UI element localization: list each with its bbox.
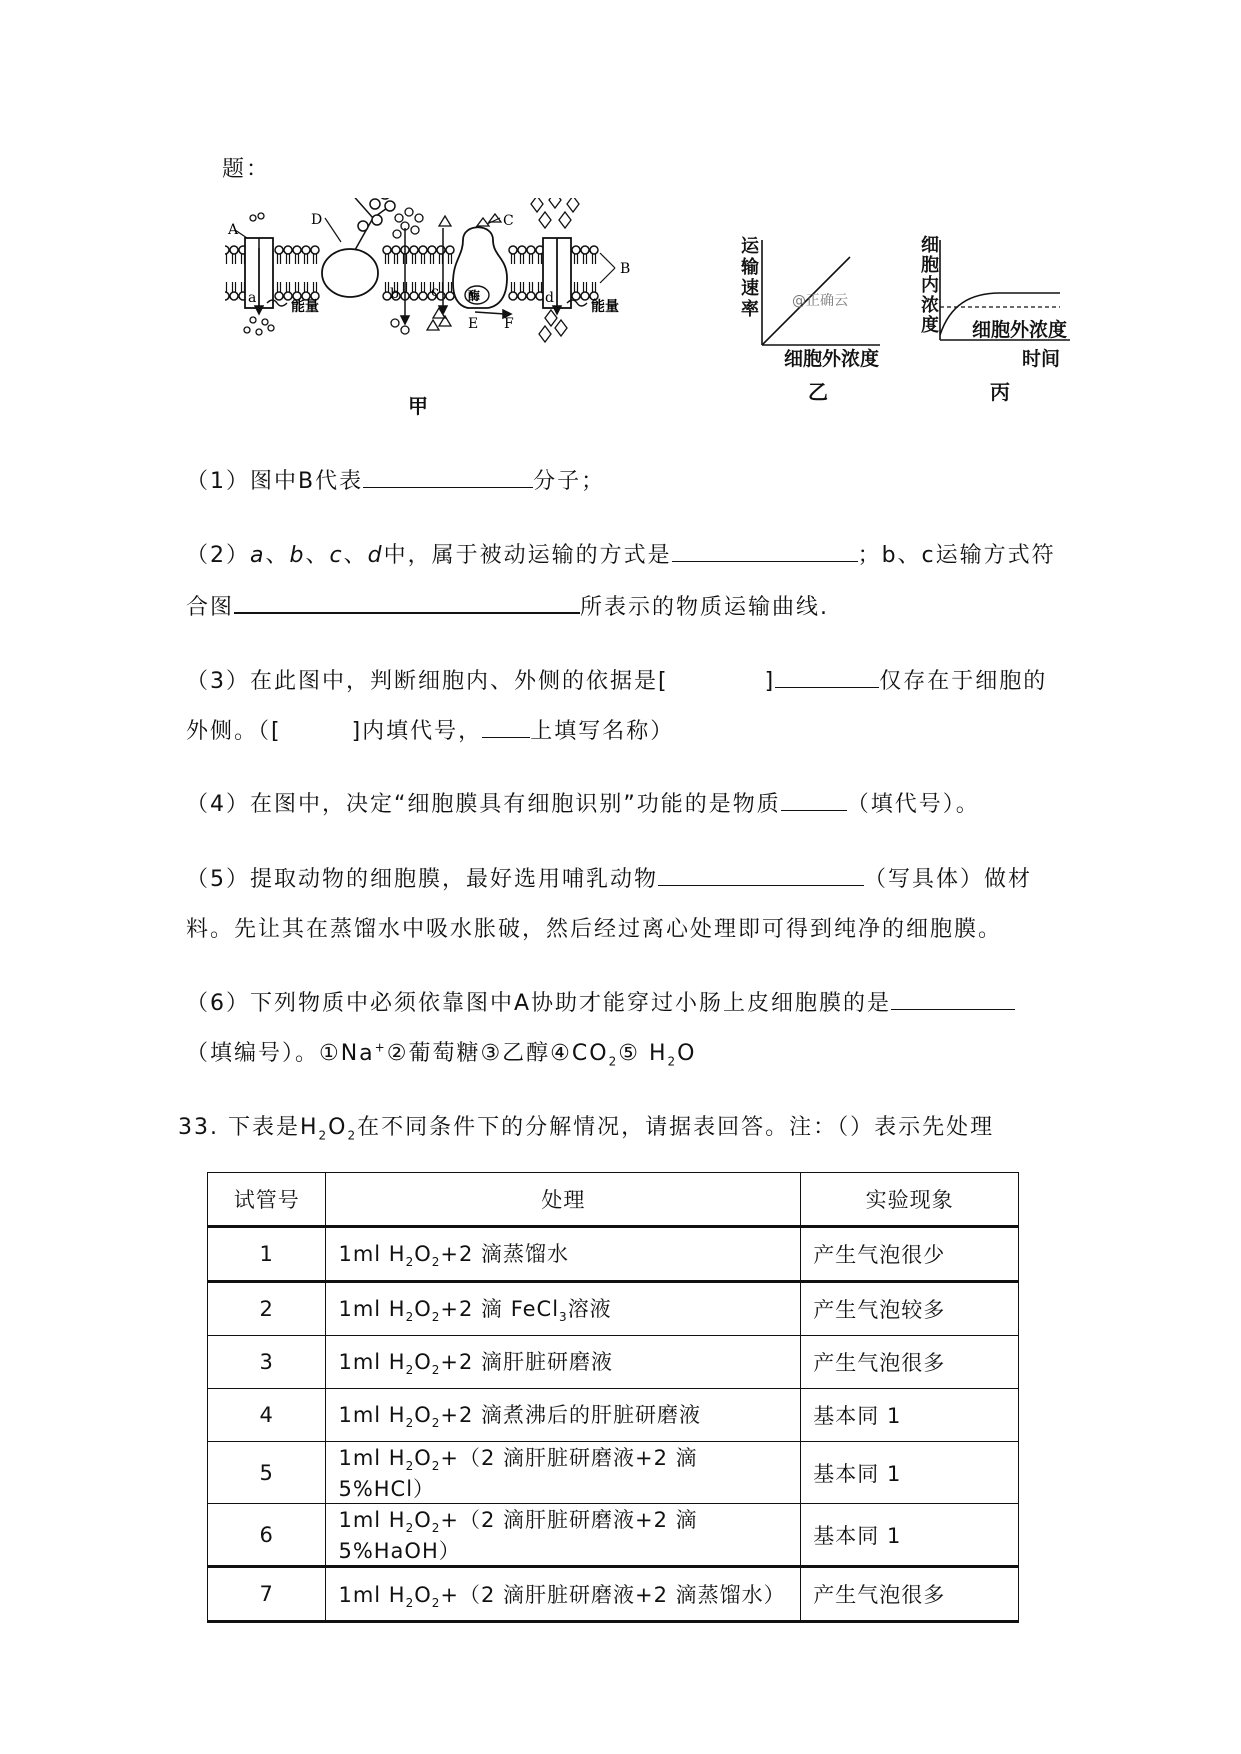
question-33 <box>178 1110 994 1142</box>
q33-mid: O <box>328 1115 348 1140</box>
treatment: 1ml $H_2O_2+(2$ 滴肝脏研磨液+2 滴 5%HaOH） <box>326 1504 801 1567</box>
lipid-head <box>572 246 580 264</box>
table-row <box>208 1227 1019 1282</box>
lipid-head <box>581 282 589 300</box>
chart-yi-ylabel: 运输速率 <box>741 236 759 320</box>
treatment: 1ml $H_2O_2+2$ 滴 FeCl$_3$溶液 <box>326 1282 801 1336</box>
tube-number: 2 <box>208 1282 326 1336</box>
tube-number: 3 <box>208 1336 326 1389</box>
table-row <box>208 1389 1019 1442</box>
label-d-arrow: d <box>545 290 554 306</box>
lipid-head <box>230 246 238 264</box>
table-header-row <box>208 1173 1019 1227</box>
lipid-head <box>437 246 445 264</box>
lipid-head <box>293 282 301 300</box>
intro-text: 题： <box>222 157 271 182</box>
lipid-head <box>311 282 319 300</box>
tube-number: 5 <box>208 1442 326 1504</box>
lipid-head <box>302 282 310 300</box>
q5-answer-blank[interactable] <box>658 865 864 886</box>
q6-na-sup: + <box>374 1040 387 1055</box>
lipid-head <box>590 282 598 300</box>
result: 基本同 1 <box>801 1504 1019 1567</box>
q2-answer-blank-2[interactable] <box>234 592 580 614</box>
chart-bing-label: 丙 <box>990 380 1010 404</box>
q2-line2-post: 所表示的物质运输曲线. <box>580 595 830 620</box>
q5-post: （写具体）做材 <box>864 867 1033 892</box>
result: 产生气泡较多 <box>801 1282 1019 1336</box>
q2-letter-c: c <box>329 543 344 568</box>
lipid-head <box>392 246 400 264</box>
label-a-protein: A <box>228 222 239 238</box>
q6-line2: （填编号）。①Na <box>186 1041 375 1066</box>
q6-co-sub: 2 <box>608 1054 619 1069</box>
table-row <box>208 1442 1019 1504</box>
lipid-head <box>383 246 391 264</box>
question-3 <box>186 664 1047 695</box>
lipid-head <box>302 246 310 264</box>
question-3-line2 <box>186 714 674 745</box>
lipid-head <box>419 282 427 300</box>
q2-line2-pre: 合图 <box>186 595 235 620</box>
lipid-head <box>410 246 418 264</box>
label-b-arrow: b <box>390 286 399 302</box>
tube-number: 7 <box>208 1567 326 1622</box>
header-treatment: 处理 <box>326 1173 801 1227</box>
q2-mid: 中，属于被动运输的方式是 <box>383 543 672 568</box>
treatment: 1ml $H_2O_2+2$ 滴肝脏研磨液 <box>326 1336 801 1389</box>
q3-pre: （3）在此图中，判断细胞内、外侧的依据是[ <box>186 669 669 694</box>
chart-bing-xlabel: 时间 <box>1022 348 1061 370</box>
q2-answer-blank-1[interactable] <box>672 541 858 562</box>
tube-number: 1 <box>208 1227 326 1282</box>
q6-answer-blank[interactable] <box>891 989 1015 1010</box>
membrane-diagram <box>225 198 725 418</box>
chart-bing-ylabel: 细胞内浓度 <box>921 235 939 336</box>
result: 基本同 1 <box>801 1389 1019 1442</box>
treatment: 1ml $H_2O_2+(2$ 滴肝脏研磨液+2 滴 5%HCl） <box>326 1442 801 1504</box>
enzyme-label: 酶 <box>468 289 481 303</box>
q2-sep: 、 <box>265 543 290 568</box>
q6-pre: （6）下列物质中必须依靠图中A协助才能穿过小肠上皮细胞膜的是 <box>186 991 892 1016</box>
protein-d <box>322 249 378 297</box>
lipid-head <box>581 246 589 264</box>
label-f: F <box>504 316 514 332</box>
q33-post: 在不同条件下的分解情况，请据表回答。注：（）表示先处理 <box>357 1115 995 1140</box>
tube-number: 6 <box>208 1504 326 1567</box>
lipid-head <box>518 282 526 300</box>
q33-sub2: 2 <box>347 1128 358 1143</box>
question-6 <box>186 986 1015 1017</box>
q3-line2-b: ]内填代号， <box>351 719 483 744</box>
lipid-head <box>446 246 454 264</box>
energy-label-right: 能量 <box>591 299 619 315</box>
table-row <box>208 1567 1019 1622</box>
label-b-lipid: B <box>620 261 631 277</box>
lipid-head <box>293 246 301 264</box>
experiment-table <box>207 1172 1019 1623</box>
label-c-top: C <box>503 213 514 229</box>
q2-sep: 、 <box>305 543 330 568</box>
question-5 <box>186 862 1032 893</box>
q4-post: （填代号）。 <box>846 792 980 817</box>
treatment: 1ml $H_2O_2+2$ 滴煮沸后的肝脏研磨液 <box>326 1389 801 1442</box>
lipid-head <box>419 246 427 264</box>
glycochain <box>345 198 395 250</box>
q6-l2c: ⑤ H <box>618 1041 668 1066</box>
q1-answer-blank[interactable] <box>363 467 533 488</box>
lipid-head <box>572 282 580 300</box>
question-2-line2 <box>186 590 829 621</box>
question-6-line2 <box>186 1036 696 1068</box>
lipid-head <box>284 246 292 264</box>
q33-pre: 33. 下表是H <box>178 1115 319 1140</box>
lipid-head <box>590 246 598 264</box>
q3-example-blank <box>482 717 530 738</box>
question-4 <box>186 787 980 818</box>
lipid-head <box>518 246 526 264</box>
lipid-head <box>428 246 436 264</box>
lipid-head <box>311 246 319 264</box>
q3-mid: ] <box>764 669 776 694</box>
q3-post: 仅存在于细胞的 <box>879 669 1048 694</box>
table-row <box>208 1504 1019 1567</box>
table-row <box>208 1336 1019 1389</box>
figure-jia-label: 甲 <box>408 394 428 418</box>
watermark: @正确云 <box>792 293 848 309</box>
q6-l2b: ②葡萄糖③乙醇④CO <box>386 1041 609 1066</box>
energy-label-left: 能量 <box>291 299 319 315</box>
label-c-arrow: c <box>431 284 439 300</box>
chart-bing-curve-label: 细胞外浓度 <box>972 319 1068 341</box>
label-d: D <box>311 212 323 228</box>
label-e: E <box>468 316 479 332</box>
q33-sub1: 2 <box>318 1128 329 1143</box>
question-2 <box>186 538 1056 569</box>
q2-sep: 、 <box>343 543 368 568</box>
q1-text: （1）图中B代表 <box>186 469 364 494</box>
q2-mid2: ；b、c运输方式符 <box>857 543 1056 568</box>
lipid-head <box>527 246 535 264</box>
q1-post: 分子； <box>533 469 606 494</box>
q2-letter-a: a <box>250 543 266 568</box>
lipid-head <box>527 282 535 300</box>
lipid-head <box>509 246 517 264</box>
result: 产生气泡很多 <box>801 1567 1019 1622</box>
lipid-head <box>410 282 418 300</box>
q2-pre: （2） <box>186 543 250 568</box>
lipid-head <box>225 246 229 264</box>
header-result: 实验现象 <box>801 1173 1019 1227</box>
question-5-line2: 料。先让其在蒸馏水中吸水胀破，然后经过离心处理即可得到纯净的细胞膜。 <box>186 917 1003 942</box>
q2-letter-b: b <box>289 543 306 568</box>
q6-l2d: O <box>677 1041 697 1066</box>
treatment: 1ml $H_2O_2+2$ 滴蒸馏水 <box>326 1227 801 1282</box>
tube-number: 4 <box>208 1389 326 1442</box>
lipid-head <box>275 246 283 264</box>
q2-letter-d: d <box>367 543 384 568</box>
result: 基本同 1 <box>801 1442 1019 1504</box>
lipid-head <box>275 282 283 300</box>
header-tube: 试管号 <box>208 1173 326 1227</box>
lipid-head <box>509 282 517 300</box>
q3-line2-c: 上填写名称） <box>530 719 675 744</box>
q6-h-sub: 2 <box>667 1054 678 1069</box>
lipid-head <box>230 282 238 300</box>
result: 产生气泡很多 <box>801 1336 1019 1389</box>
q4-pre: （4）在图中，决定“细胞膜具有细胞识别”功能的是物质 <box>186 792 781 817</box>
chart-yi-xlabel: 细胞外浓度 <box>784 348 880 370</box>
table-row <box>208 1282 1019 1336</box>
treatment: 1ml $H_2O_2+(2$ 滴肝脏研磨液+2 滴蒸馏水） <box>326 1567 801 1622</box>
result: 产生气泡很少 <box>801 1227 1019 1282</box>
q3-line2-a: 外侧。（[ <box>186 719 282 744</box>
q4-answer-blank[interactable] <box>781 790 847 811</box>
question-1 <box>186 464 605 495</box>
lipid-head <box>284 282 292 300</box>
q5-pre: （5）提取动物的细胞膜，最好选用哺乳动物 <box>186 867 658 892</box>
chart-yi-label: 乙 <box>808 380 828 404</box>
q3-name-blank[interactable] <box>775 667 879 688</box>
lipid-head <box>225 282 229 300</box>
label-a-arrow: a <box>248 290 257 306</box>
